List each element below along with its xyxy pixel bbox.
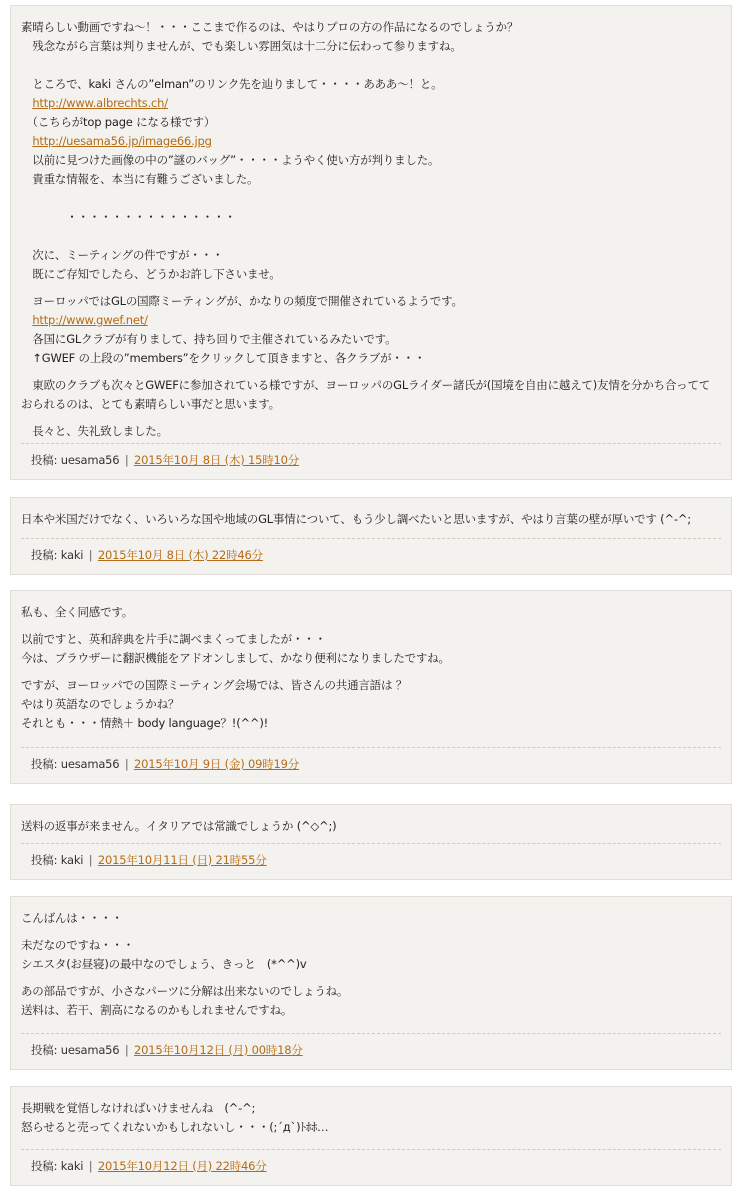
comment-permalink[interactable]: 2015年10月 9日 (金) 09時19分 xyxy=(134,757,300,771)
comment-paragraph xyxy=(21,817,721,836)
comment-body xyxy=(11,591,731,745)
comment-permalink[interactable]: 2015年10月12日 (月) 00時18分 xyxy=(134,1043,303,1057)
comment-line: 東欧のクラブも次々とGWEFに参加されている様ですが、ヨーロッパのGLライダー諸氏が(国境を自由に越えて)友情を分かち合ってておられるのは、とても素晴らしい事だと思います。 xyxy=(21,378,711,411)
comment-body xyxy=(11,6,731,453)
comment-line: 各国にGLクラブが有りまして、持ち回りで主催されているみたいです。 xyxy=(21,332,397,346)
comment-author: 投稿: kaki xyxy=(31,548,84,562)
comment-meta xyxy=(21,1149,721,1181)
comment-line: それとも・・・情熱＋ body language？!(^^)! xyxy=(21,716,269,730)
comment-meta xyxy=(21,1033,721,1065)
comment-paragraph xyxy=(21,982,721,1020)
comment-body xyxy=(11,498,731,541)
comment-line: ですが、ヨーロッパでの国際ミーティング会場では、皆さんの共通言語は ？ xyxy=(21,678,408,692)
comment-line xyxy=(21,132,721,151)
comment-meta xyxy=(21,747,721,779)
comment-meta xyxy=(21,538,721,570)
comment-paragraph xyxy=(21,18,721,284)
comment-line xyxy=(21,311,721,330)
comment-paragraph xyxy=(21,936,721,974)
comment-author: 投稿: kaki xyxy=(31,853,84,867)
comment-line: （こちらがtop page になる様です） xyxy=(21,115,216,129)
comment-line: シエスタ(お昼寝)の最中なのでしょう、きっと (*^^)v xyxy=(21,957,307,971)
comment-line: 怒らせると売ってくれないかもしれないし・・・(;´д`)ﾄﾎﾎ… xyxy=(21,1120,329,1134)
comment-paragraph xyxy=(21,510,721,529)
comment-line: 日本や米国だけでなく、いろいろな国や地域のGL事情について、もう少し調べたいと思いますが、やはり言葉の壁が厚いです (^-^; xyxy=(21,512,691,526)
comment-author: 投稿: uesama56 xyxy=(31,453,120,467)
comment-body xyxy=(11,897,731,1032)
comment-line: ・・・・・・・・・・・・・・・ xyxy=(21,210,236,224)
comment-line xyxy=(21,56,721,75)
comment-line: 以前に見つけた画像の中の”謎のバッグ”・・・・ようやく使い方が判りました。 xyxy=(21,153,440,167)
comment xyxy=(10,1086,732,1186)
comment-line: 既にご存知でしたら、どうかお許し下さいませ。 xyxy=(21,267,281,281)
comment-paragraph xyxy=(21,909,721,928)
comment-body xyxy=(11,1087,731,1149)
comment-line: 私も、全く同感です。 xyxy=(21,605,134,619)
comment-body xyxy=(11,805,731,848)
comment-line xyxy=(21,94,721,113)
comment-link[interactable]: http://uesama56.jp/image66.jpg xyxy=(32,134,212,148)
meta-separator: | xyxy=(124,757,133,771)
comment-permalink[interactable]: 2015年10月11日 (日) 21時55分 xyxy=(97,853,267,867)
meta-separator: | xyxy=(88,1159,96,1173)
comment xyxy=(10,804,732,880)
comment-line: 未だなのですね・・・ xyxy=(21,938,134,952)
comment-line: 送料の返事が来ません。イタリアでは常識でしょうか (^◇^;) xyxy=(21,819,337,833)
comment-line: 以前ですと、英和辞典を片手に調べまくってましたが・・・ xyxy=(21,632,326,646)
comment-paragraph xyxy=(21,1099,721,1137)
comment-line: 今は、ブラウザーに翻訳機能をアドオンしまして、かなり便利になりましたですね。 xyxy=(21,651,450,665)
comment-line: 素晴らしい動画ですね～！・・・ここまで作るのは、やはりプロの方の作品になるのでしょうか？ xyxy=(21,20,519,34)
comment-line: やはり英語なのでしょうかね？ xyxy=(21,697,180,711)
comment xyxy=(10,590,732,784)
comment-link[interactable]: http://www.albrechts.ch/ xyxy=(32,96,168,110)
comment-line xyxy=(21,227,721,246)
comment-paragraph xyxy=(21,376,721,414)
comment-author: 投稿: kaki xyxy=(31,1159,84,1173)
comment-author: 投稿: uesama56 xyxy=(31,1043,120,1057)
comment-link[interactable]: http://www.gwef.net/ xyxy=(32,313,148,327)
meta-separator: | xyxy=(88,548,96,562)
comment-paragraph xyxy=(21,603,721,622)
comment-permalink[interactable]: 2015年10月 8日 (木) 15時10分 xyxy=(134,453,300,467)
meta-separator: | xyxy=(124,453,133,467)
comment xyxy=(10,5,732,480)
comment-author: 投稿: uesama56 xyxy=(31,757,120,771)
meta-separator: | xyxy=(88,853,96,867)
comment-line: ところで、kaki さんの”elman”のリンク先を辿りまして・・・・あああ～！と。 xyxy=(21,77,443,91)
comment-paragraph xyxy=(21,292,721,368)
comment-line xyxy=(21,189,721,208)
comment-meta xyxy=(21,843,721,875)
comment-line: 長期戦を覚悟しなければいけませんね (^-^; xyxy=(21,1101,256,1115)
comment-paragraph xyxy=(21,630,721,668)
comment-line: 貴重な情報を、本当に有難うございました。 xyxy=(21,172,259,186)
comment-line: 次に、ミーティングの件ですが・・・ xyxy=(21,248,224,262)
comment-line: 送料は、若干、割高になるのかもしれませんですね。 xyxy=(21,1003,293,1017)
comment-meta xyxy=(21,443,721,475)
meta-separator: | xyxy=(124,1043,133,1057)
comment-line: 残念ながら言葉は判りませんが、でも楽しい雰囲気は十二分に伝わって参りますね。 xyxy=(21,39,462,53)
comment-paragraph xyxy=(21,422,721,441)
comment-line: あの部品ですが、小さなパーツに分解は出来ないのでしょうね。 xyxy=(21,984,349,998)
comment-line: 長々と、失礼致しました。 xyxy=(21,424,168,438)
comment-permalink[interactable]: 2015年10月 8日 (木) 22時46分 xyxy=(97,548,263,562)
comment-line: こんばんは・・・・ xyxy=(21,911,123,925)
comment-line: ヨーロッパではGLの国際ミーティングが、かなりの頻度で開催されているようです。 xyxy=(21,294,463,308)
comment-paragraph xyxy=(21,676,721,733)
comment xyxy=(10,497,732,575)
comment xyxy=(10,896,732,1070)
comment-line: ↑GWEF の上段の”members”をクリックして頂きますと、各クラブが・・・ xyxy=(21,351,426,365)
comment-permalink[interactable]: 2015年10月12日 (月) 22時46分 xyxy=(97,1159,267,1173)
